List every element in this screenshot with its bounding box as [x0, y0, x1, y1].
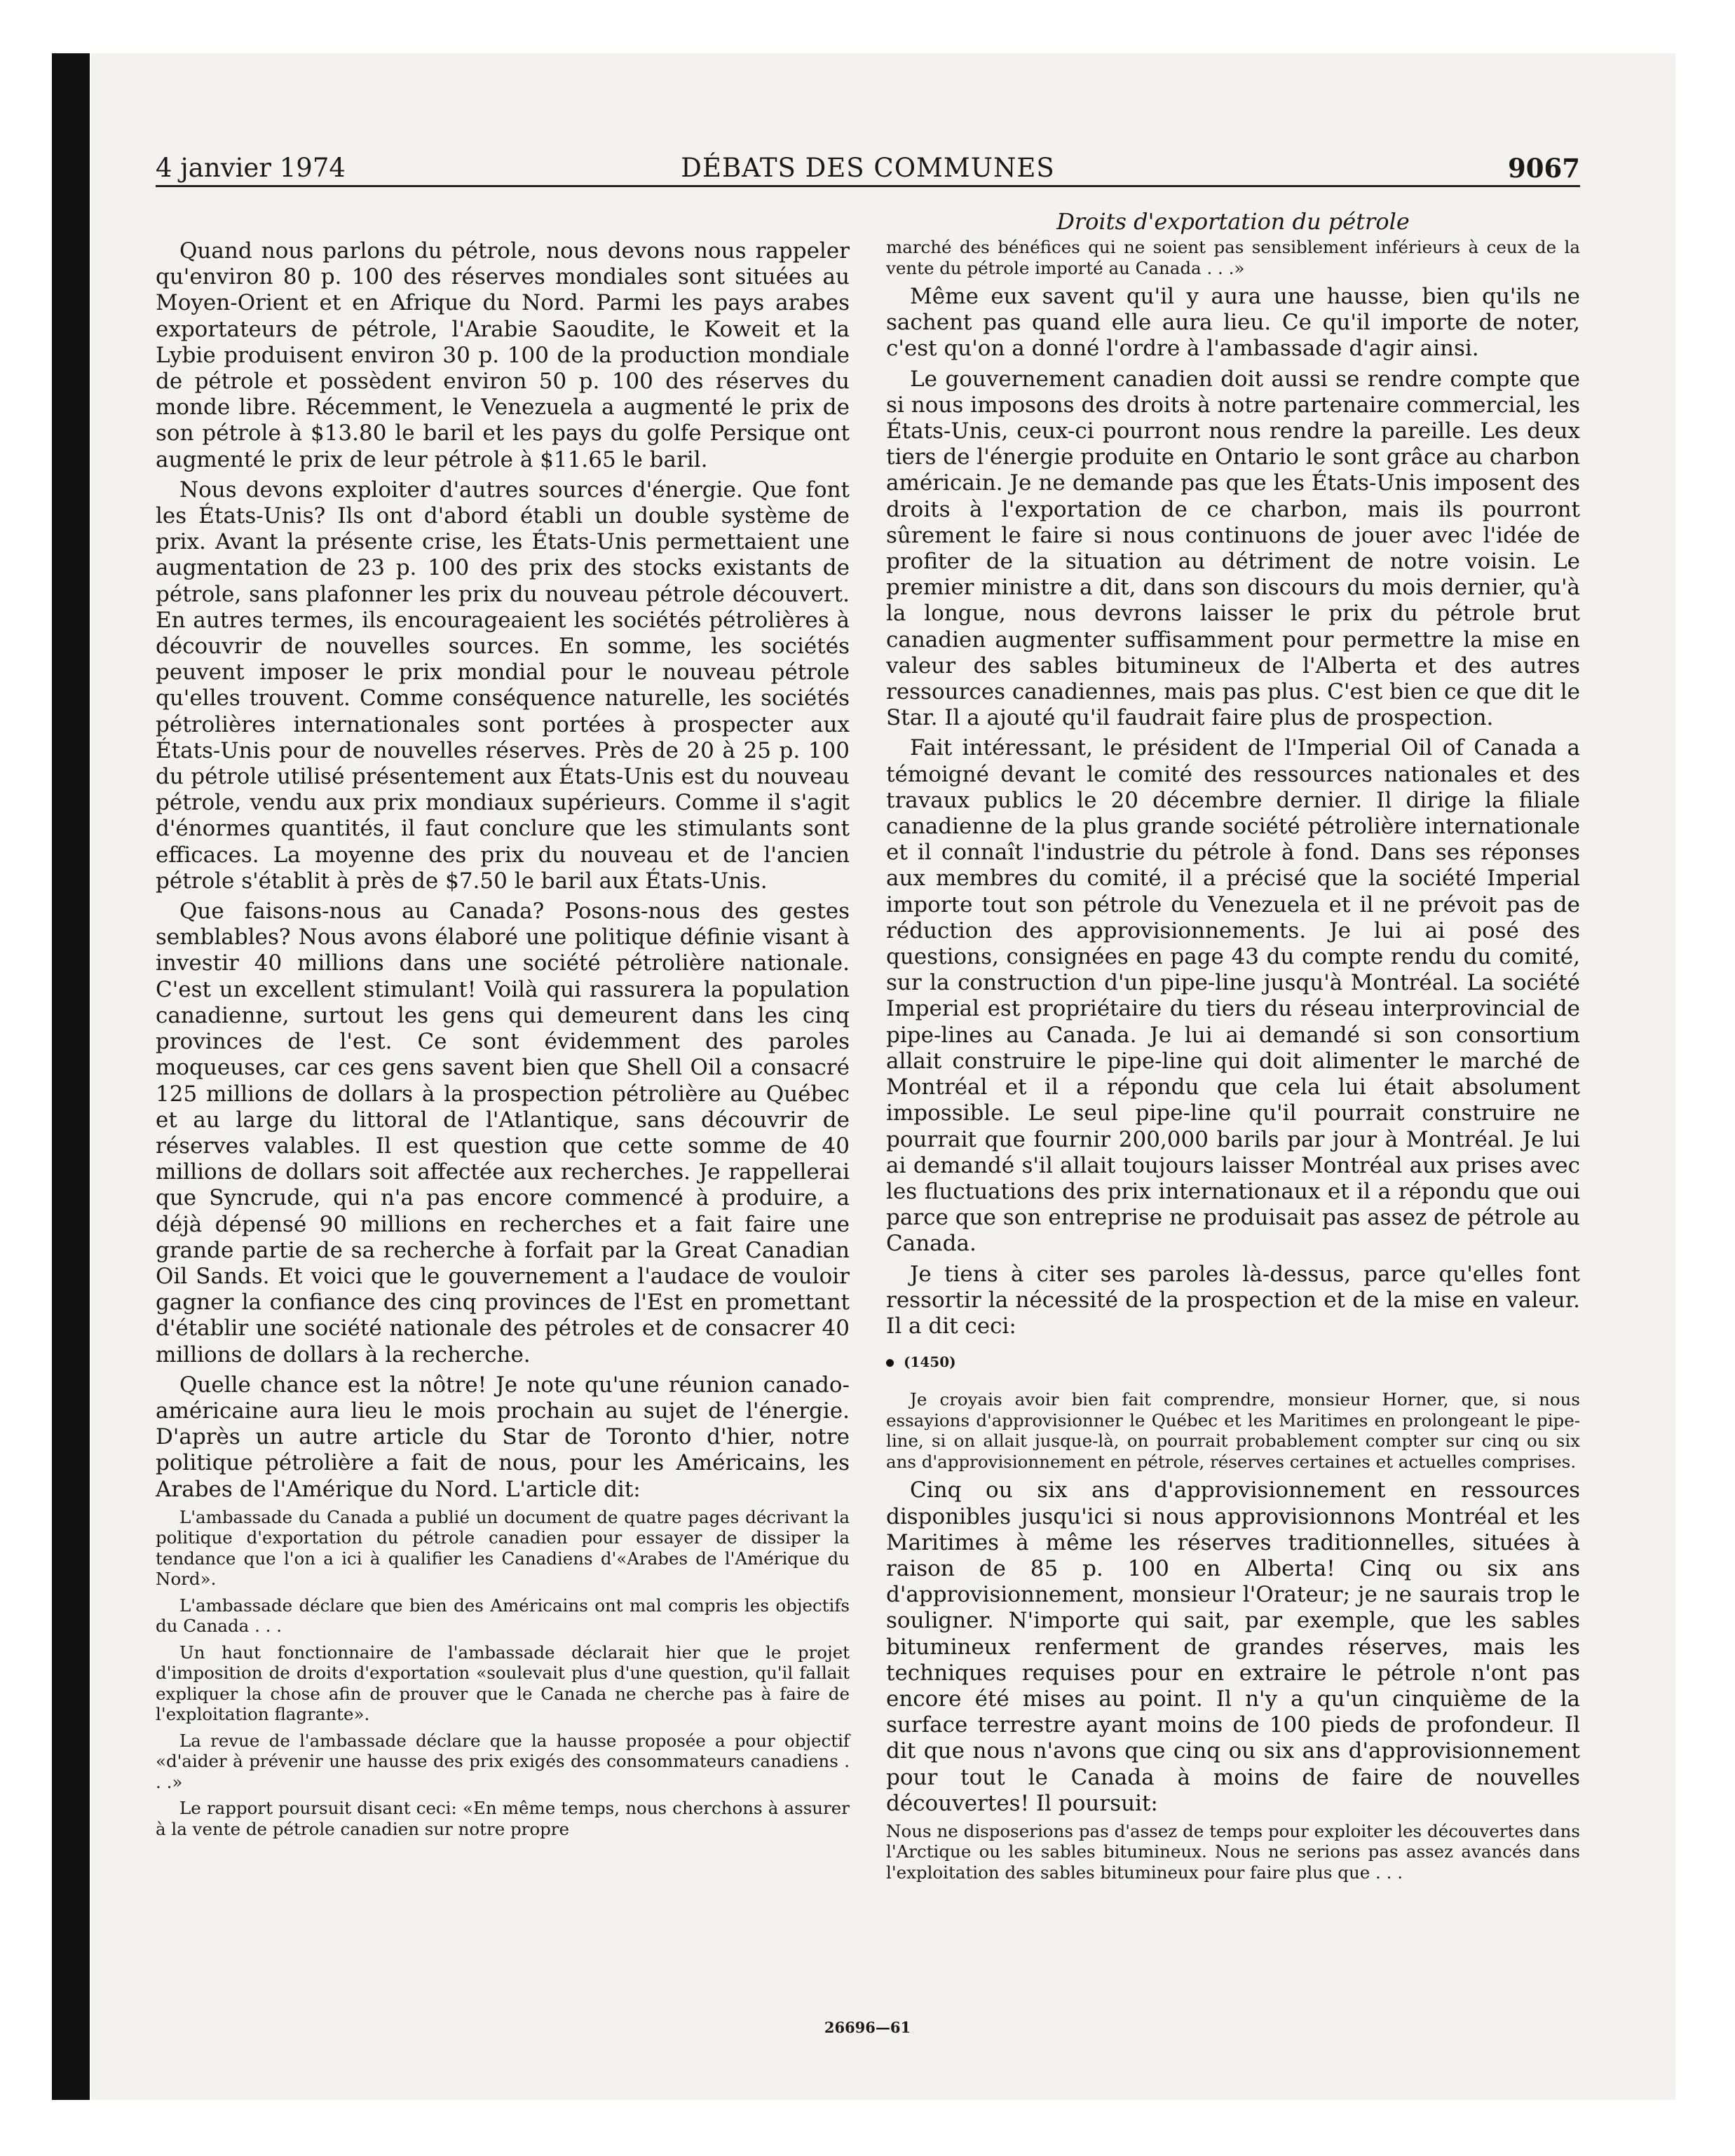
header-date: 4 janvier 1974: [156, 153, 346, 183]
timestamp: [886, 1349, 1580, 1375]
page-header: [156, 153, 1580, 187]
paragraph: Quelle chance est la nôtre! Je note qu'une réunion canado-américaine aura lieu le mois prochain au sujet de l'énergie. D'après un autre article du Star de Toronto d'hier, notre politique pétrolière a fait de nous, pour les Américains, les Arabes de l'Amérique du Nord. L'article dit:: [156, 1372, 850, 1502]
paragraph: Même eux savent qu'il y aura une hausse, bien qu'ils ne sachent pas quand elle aura lieu. Ce qu'il importe de noter, c'est qu'on a donné l'ordre à l'ambassade d'agir ainsi.: [886, 284, 1580, 362]
quotation: L'ambassade du Canada a publié un document de quatre pages décrivant la politique d'exportation du pétrole canadien pour essayer de dissiper la tendance que l'on a ici à qualifier les Canadiens d'«Arabes de l'Amérique du Nord».: [156, 1506, 850, 1590]
running-head: Droits d'exportation du pétrole: [1056, 208, 1410, 235]
quotation: Un haut fonctionnaire de l'ambassade déclarait hier que le projet d'imposition de droits d'exportation «soulevait plus d'une question, qu'il fallait expliquer la chose afin de prouver que le Canada ne cherche pas à faire de l'exploitation flagrante».: [156, 1642, 850, 1725]
timestamp-text: (1450): [904, 1353, 956, 1371]
page-footer: 26696—61: [824, 2019, 911, 2036]
paragraph: Que faisons-nous au Canada? Posons-nous des gestes semblables? Nous avons élaboré une politique définie visant à investir 40 millions dans une société pétrolière nationale. C'est un excellent stimulant! Voilà qui rassurera la population canadienne, surtout les gens qui demeurent dans les cinq provinces de l'est. Ce sont évidemment des paroles moqueuses, car ces gens savent bien que Shell Oil a consacré 125 millions de dollars à la prospection pétrolière au Québec et au large du littoral de l'Atlantique, sans découvrir de réserves valables. Il est question que cette somme de 40 millions de dollars soit affectée aux recherches. Je rappellerai que Syncrude, qui n'a pas encore commencé à produire, a déjà dépensé 90 millions en recherches et a fait faire une grande partie de sa recherche à forfait par la Great Canadian Oil Sands. Et voici que le gouvernement a l'audace de vouloir gagner la confiance des cinq provinces de l'Est en promettant d'établir une société nationale des pétroles et de consacrer 40 millions de dollars à la recherche.: [156, 899, 850, 1367]
quotation: Le rapport poursuit disant ceci: «En même temps, nous cherchons à assurer à la vente de pétrole canadien sur notre propre: [156, 1798, 850, 1839]
paragraph: Quand nous parlons du pétrole, nous devons nous rappeler qu'environ 80 p. 100 des réserves mondiales sont situées au Moyen-Orient et en Afrique du Nord. Parmi les pays arabes exportateurs de pétrole, l'Arabie Saoudite, le Koweit et la Lybie produisent environ 30 p. 100 de la production mondiale de pétrole et possèdent environ 50 p. 100 des réserves du monde libre. Récemment, le Venezuela a augmenté le prix de son pétrole à $13.80 le baril et les pays du golfe Persique ont augmenté le prix de leur pétrole à $11.65 le baril.: [156, 238, 850, 472]
paragraph: Cinq ou six ans d'approvisionnement en ressources disponibles jusqu'ici si nous approvisionnons Montréal et les Maritimes à même les réserves traditionnelles, situées à raison de 85 p. 100 en Alberta! Cinq ou six ans d'approvisionnement, monsieur l'Orateur; je ne saurais trop le souligner. N'importe qui sait, par exemple, que les sables bitumineux renferment de grandes réserves, mais les techniques requises pour en extraire le pétrole n'ont pas encore été mises au point. Il n'y a qu'un cinquième de la surface terrestre ayant moins de 100 pieds de profondeur. Il dit que nous n'avons que cinq ou six ans d'approvisionnement pour tout le Canada à moins de faire de nouvelles découvertes! Il poursuit:: [886, 1478, 1580, 1816]
paragraph: Nous devons exploiter d'autres sources d'énergie. Que font les États-Unis? Ils ont d'abord établi un double système de prix. Avant la présente crise, les États-Unis permettaient une augmentation de 23 p. 100 des prix des stocks existants de pétrole, sans plafonner les prix du nouveau pétrole découvert. En autres termes, ils encourageaient les sociétés pétrolières à découvrir de nouvelles sources. En somme, les sociétés peuvent imposer le prix mondial pour le nouveau pétrole qu'elles trouvent. Comme conséquence naturelle, les sociétés pétrolières internationales sont portées à prospecter aux États-Unis pour de nouvelles réserves. Près de 20 à 25 p. 100 du pétrole utilisé présentement aux États-Unis est du nouveau pétrole, vendu aux prix mondiaux supérieurs. Comme il s'agit d'énormes quantités, il faut conclure que les stimulants sont efficaces. La moyenne des prix du nouveau et de l'ancien pétrole s'établit à près de $7.50 le baril aux États-Unis.: [156, 477, 850, 894]
quotation: Nous ne disposerions pas d'assez de temps pour exploiter les découvertes dans l'Arctique ou les sables bitumineux. Nous ne serions pas assez avancés dans l'exploitation des sables bitumineux pour faire plus que . . .: [886, 1820, 1580, 1883]
page-number: 9067: [1508, 153, 1580, 184]
header-title: DÉBATS DES COMMUNES: [681, 153, 1055, 183]
left-column: [156, 238, 850, 1845]
paragraph: Je tiens à citer ses paroles là-dessus, parce qu'elles font ressortir la nécessité de la prospection et de la mise en valeur. Il a dit ceci:: [886, 1261, 1580, 1339]
paragraph: Fait intéressant, le président de l'Imperial Oil of Canada a témoigné devant le comité des ressources nationales et des travaux publics le 20 décembre dernier. Il dirige la filiale canadienne de la plus grande société pétrolière internationale et il connaît l'industrie du pétrole à fond. Dans ses réponses aux membres du comité, il a précisé que la société Imperial importe tout son pétrole du Venezuela et il ne prévoit pas de réduction des approvisionnements. Je lui ai posé des questions, consignées en page 43 du compte rendu du comité, sur la construction d'un pipe-line jusqu'à Montréal. La société Imperial est propriétaire du tiers du réseau interprovincial de pipe-lines au Canada. Je lui ai demandé si son consortium allait construire le pipe-line qui doit alimenter le marché de Montréal et il a répondu que cela lui était absolument impossible. Le seul pipe-line qu'il pourrait construire ne pourrait que fournir 200,000 barils par jour à Montréal. Je lui ai demandé s'il allait toujours laisser Montréal aux prises avec les fluctuations des prix internationaux et il a répondu que oui parce que son entreprise ne produisait pas assez de pétrole au Canada.: [886, 735, 1580, 1257]
paragraph: Le gouvernement canadien doit aussi se rendre compte que si nous imposons des droits à notre partenaire commercial, les États-Unis, ceux-ci pourront nous rendre la pareille. Les deux tiers de l'énergie produite en Ontario le sont grâce au charbon américain. Je ne demande pas que les États-Unis imposent des droits à l'exportation de ce charbon, mais ils pourront sûrement le faire si nous continuons de jouer avec l'idée de profiter de la situation au détriment de notre voisin. Le premier ministre a dit, dans son discours du mois dernier, qu'à la longue, nous devrons laisser le prix du pétrole brut canadien augmenter suffisamment pour permettre la mise en valeur des sables bitumineux de l'Alberta et des autres ressources canadiennes, mais pas plus. C'est bien ce que dit le Star. Il a ajouté qu'il faudrait faire plus de prospection.: [886, 366, 1580, 731]
quotation: La revue de l'ambassade déclare que la hausse proposée a pour objectif «d'aider à prévenir une hausse des prix exigés des consommateurs canadiens . . .»: [156, 1730, 850, 1792]
quotation: Je croyais avoir bien fait comprendre, monsieur Horner, que, si nous essayions d'approvisionner le Québec et les Maritimes en prolongeant le pipe-line, si on allait jusque-là, on pourrait probablement compter sur cinq ou six ans d'approvisionnement en pétrole, réserves certaines et actuelles comprises.: [886, 1389, 1580, 1472]
quotation-continued: marché des bénéfices qui ne soient pas sensiblement inférieurs à ceux de la vente du pétrole importé au Canada . . .»: [886, 237, 1580, 278]
right-column: [886, 237, 1580, 1888]
bullet-icon: [886, 1359, 894, 1367]
quotation: L'ambassade déclare que bien des Américains ont mal compris les objectifs du Canada . . .: [156, 1595, 850, 1637]
scan-edge: [52, 53, 90, 2100]
